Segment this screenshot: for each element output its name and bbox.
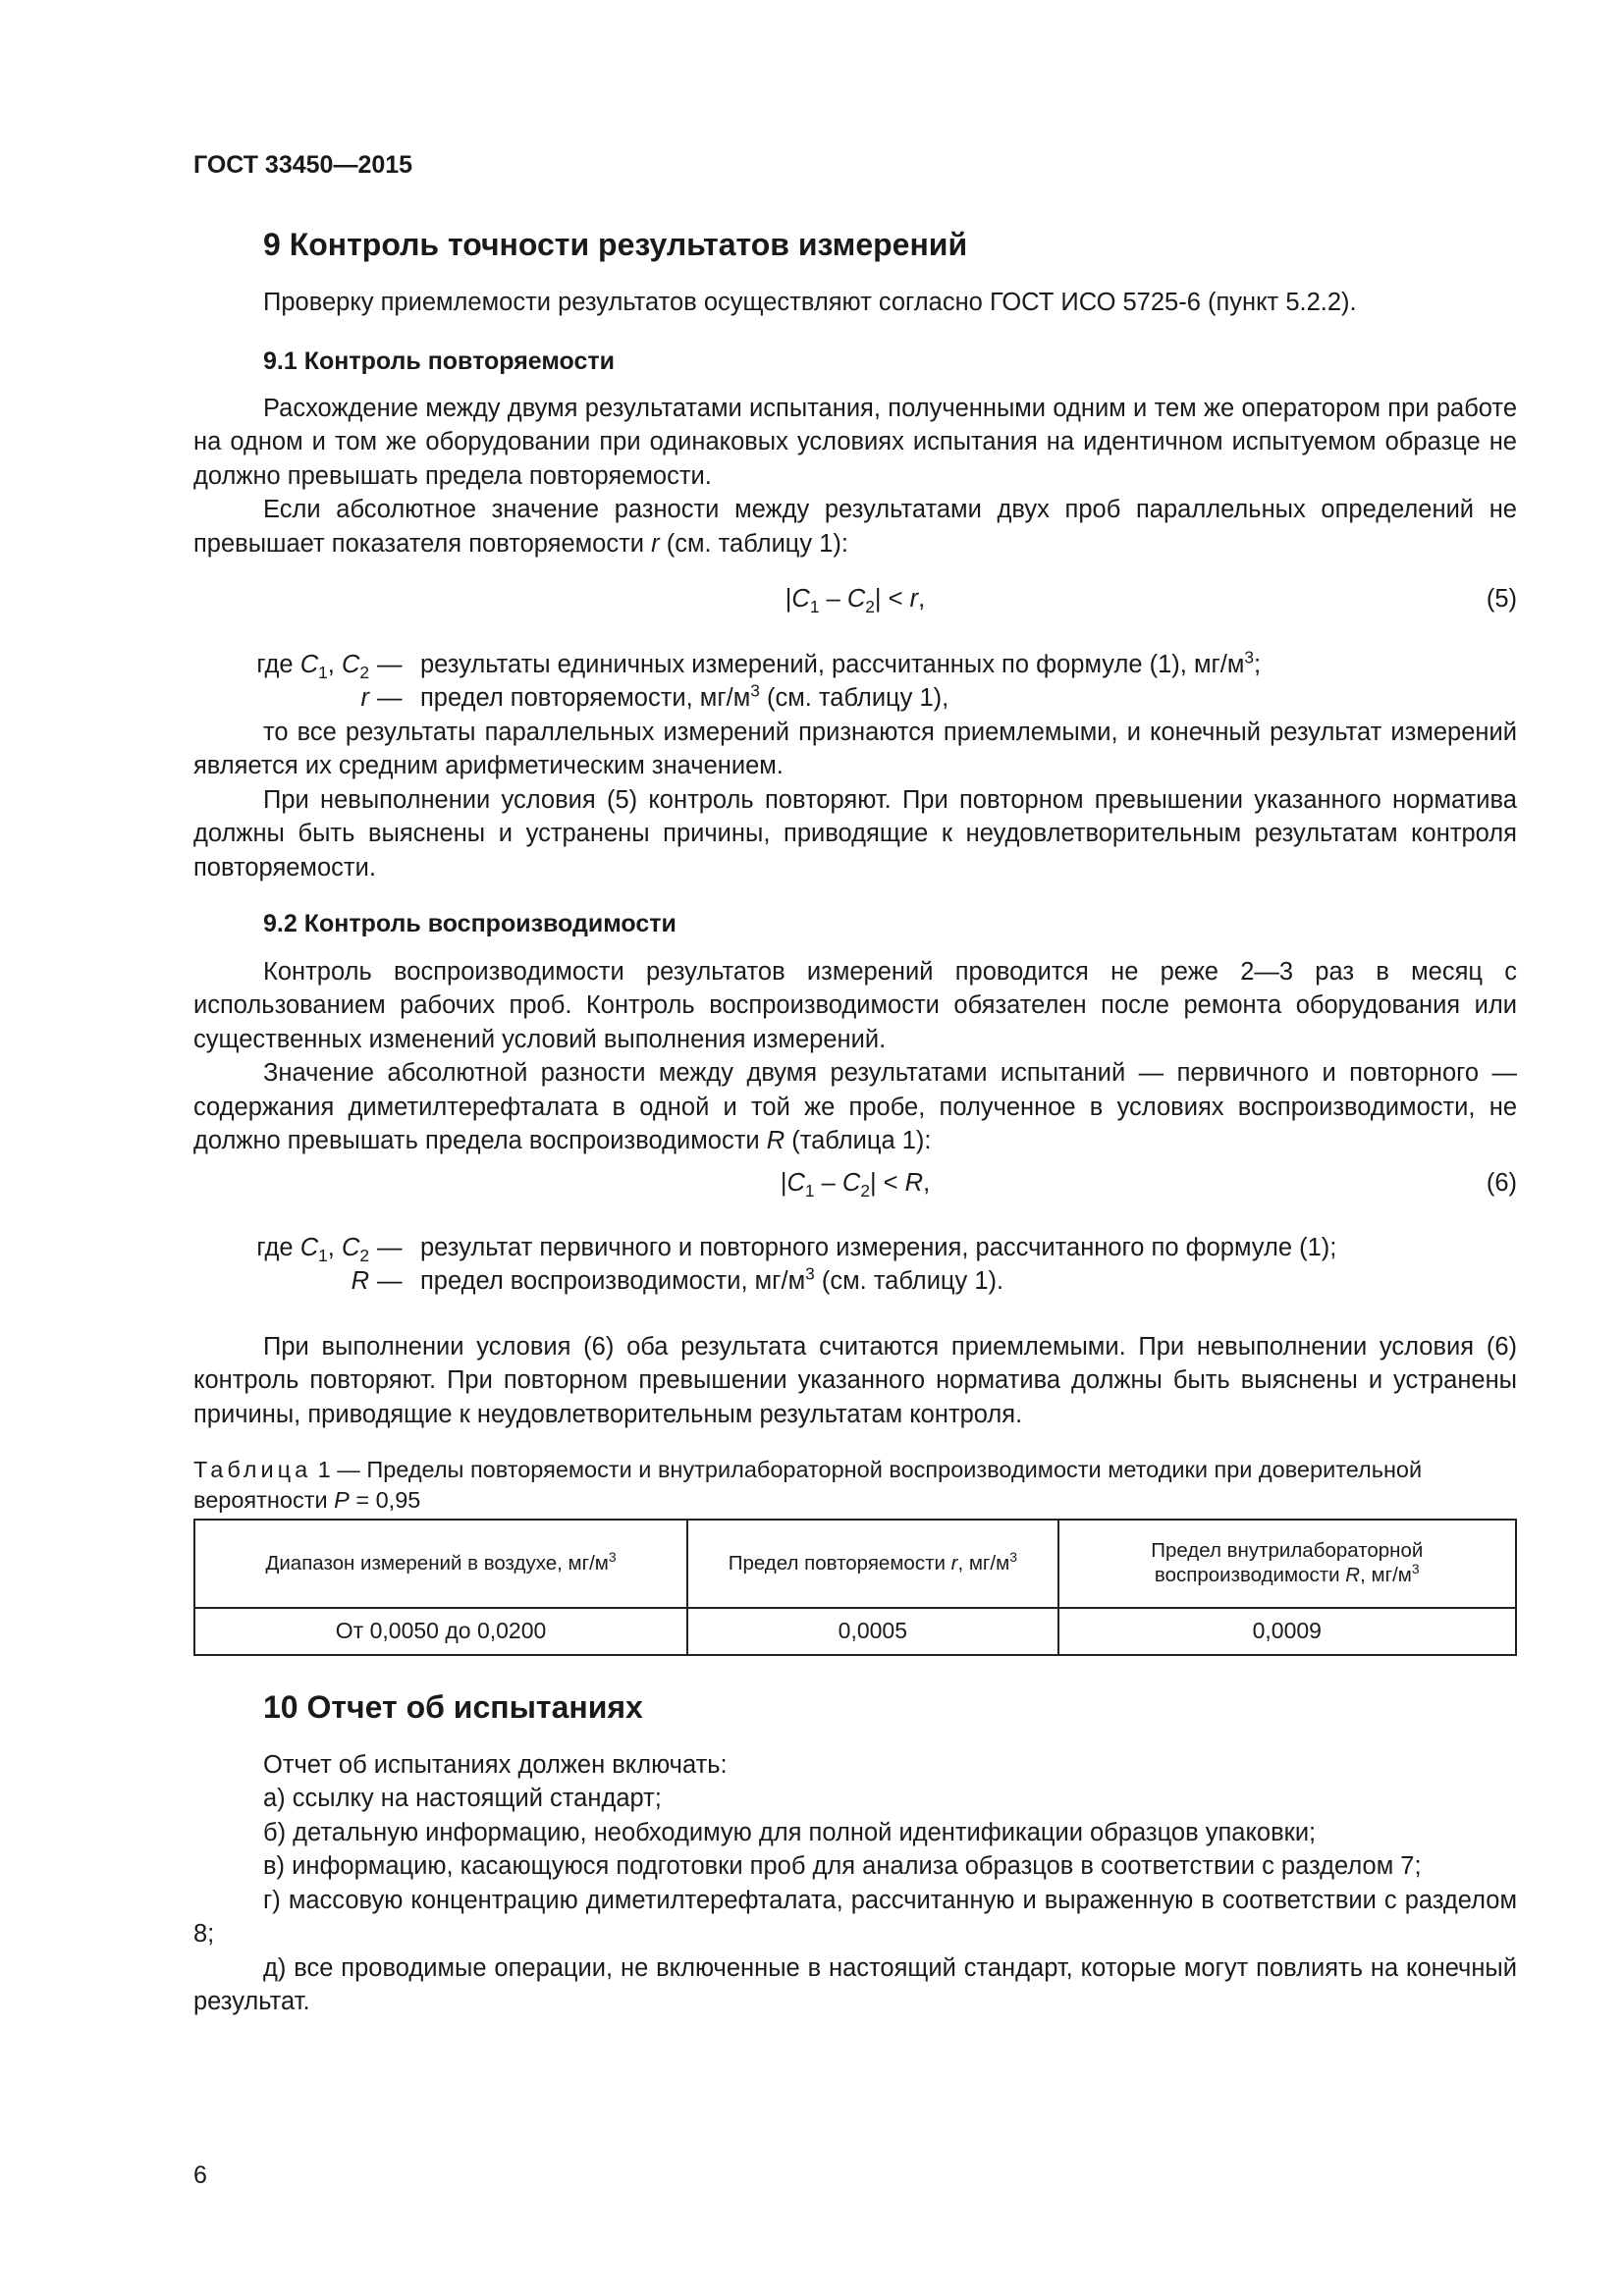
- column-header: Диапазон измерений в воздухе, $мг/м^3$: [194, 1520, 687, 1608]
- paragraph: Если абсолютное значение разности между результатами двух проб параллельных определений не превышает показателя повторяемости r (см. таблицу 1):: [193, 496, 1517, 558]
- formula-5-definitions: [193, 648, 1517, 884]
- formula-6: [193, 1166, 1517, 1201]
- column-header: Предел повторяемости r, $мг/м^3$: [687, 1520, 1057, 1608]
- list-item: б) детальную информацию, необходимую для полной идентификации образцов упаковки;: [263, 1818, 1317, 1846]
- section-9-2-title: 9.2 Контроль воспроизводимости: [263, 910, 677, 937]
- formula-number: (6): [1486, 1169, 1517, 1197]
- definition-line: r — предел повторяемости, $мг/м^3$ (см. таблицу 1),: [360, 680, 949, 713]
- definition-line: R — предел воспроизводимости, $мг/м^3$ (см. таблицу 1).: [351, 1263, 1004, 1296]
- definition-line: где $C_1$, $C_2$ — результаты единичных измерений, рассчитанных по формуле (1), $мг/м^3$;: [256, 647, 1262, 683]
- section-9-1-title: 9.1 Контроль повторяемости: [263, 347, 616, 375]
- table-1-caption: Таблица 1 — Пределы повторяемости и внутрилабораторной воспроизводимости методики при доверительной вероятности P = 0,95: [193, 1457, 1423, 1513]
- page-number: 6: [193, 2162, 207, 2189]
- standard-code: ГОСТ 33450—2015: [193, 151, 413, 179]
- section-10-body: [193, 1748, 1517, 2018]
- section-9-2-body: [193, 955, 1517, 1158]
- formula-number: (5): [1486, 585, 1517, 613]
- list-item: г) массовую концентрацию диметилтерефталата, рассчитанную и выраженную в соответствии с разделом 8;: [193, 1886, 1517, 1949]
- formula-5: [193, 582, 1517, 617]
- table-header-row: [194, 1520, 1516, 1608]
- section-9-intro: Проверку приемлемости результатов осуществляют согласно ГОСТ ИСО 5725-6 (пункт 5.2.2).: [263, 289, 1357, 316]
- paragraph: Контроль воспроизводимости результатов измерений проводится не реже 2—3 раз в месяц с использованием рабочих проб. Контроль воспроизводимости обязателен после ремонта оборудования или существенных изменений условий выполнения измерений.: [193, 958, 1517, 1053]
- section-10-title: 10 Отчет об испытаниях: [263, 1689, 643, 1725]
- table-row: [194, 1608, 1516, 1655]
- list-item: а) ссылку на настоящий стандарт;: [263, 1785, 662, 1813]
- list-item: в) информацию, касающуюся подготовки проб для анализа образцов в соответствии с разделом 7;: [263, 1852, 1422, 1881]
- paragraph: Расхождение между двумя результатами испытания, полученными одним и тем же оператором при работе на одном и том же оборудовании при одинаковых условиях испытания на идентичном испытуемом образце не должно превышать предела повторяемости.: [193, 395, 1517, 490]
- table-cell: 0,0009: [1058, 1608, 1516, 1655]
- paragraph: Значение абсолютной разности между двумя результатами испытаний — первичного и повторного — содержания диметилтерефталата в одной и той же пробе, полученное в условиях воспроизводимости, не должно превышать предела воспроизводимости R (таблица 1):: [193, 1059, 1517, 1155]
- paragraph: При невыполнении условия (5) контроль повторяют. При повторном превышении указанного норматива должны быть выяснены и устранены причины, приводящие к неудовлетворительным результатам контроля повторяемости.: [193, 785, 1517, 881]
- paragraph: Отчет об испытаниях должен включать:: [263, 1751, 728, 1779]
- table-cell: От 0,0050 до 0,0200: [194, 1608, 687, 1655]
- section-9-1-body: [193, 392, 1517, 561]
- table-cell: 0,0005: [687, 1608, 1057, 1655]
- formula-expression: $|C_1 - C_2| < R$,: [780, 1169, 931, 1201]
- paragraph: то все результаты параллельных измерений признаются приемлемыми, и конечный результат измерений является их средним арифметическим значением.: [193, 718, 1517, 780]
- formula-expression: $|C_1 - C_2| < r$,: [785, 585, 926, 617]
- list-item: д) все проводимые операции, не включенные в настоящий стандарт, которые могут повлиять на конечный результат.: [193, 1953, 1517, 2015]
- column-header: Предел внутрилабораторной воспроизводимости R, $мг/м^3$: [1058, 1520, 1516, 1608]
- definition-line: где $C_1$, $C_2$ — результат первичного и повторного измерения, рассчитанного по формуле (1);: [256, 1234, 1337, 1266]
- paragraph: При выполнении условия (6) оба результата считаются приемлемыми. При невыполнении условия (6) контроль повторяют. При повторном превышении указанного норматива должны быть выяснены и устранены причины, приводящие к неудовлетворительным результатам контроля.: [193, 1333, 1517, 1428]
- formula-6-definitions: [193, 1231, 1517, 1299]
- table-1: [193, 1519, 1517, 1656]
- section-9-title: 9 Контроль точности результатов измерений: [263, 227, 968, 262]
